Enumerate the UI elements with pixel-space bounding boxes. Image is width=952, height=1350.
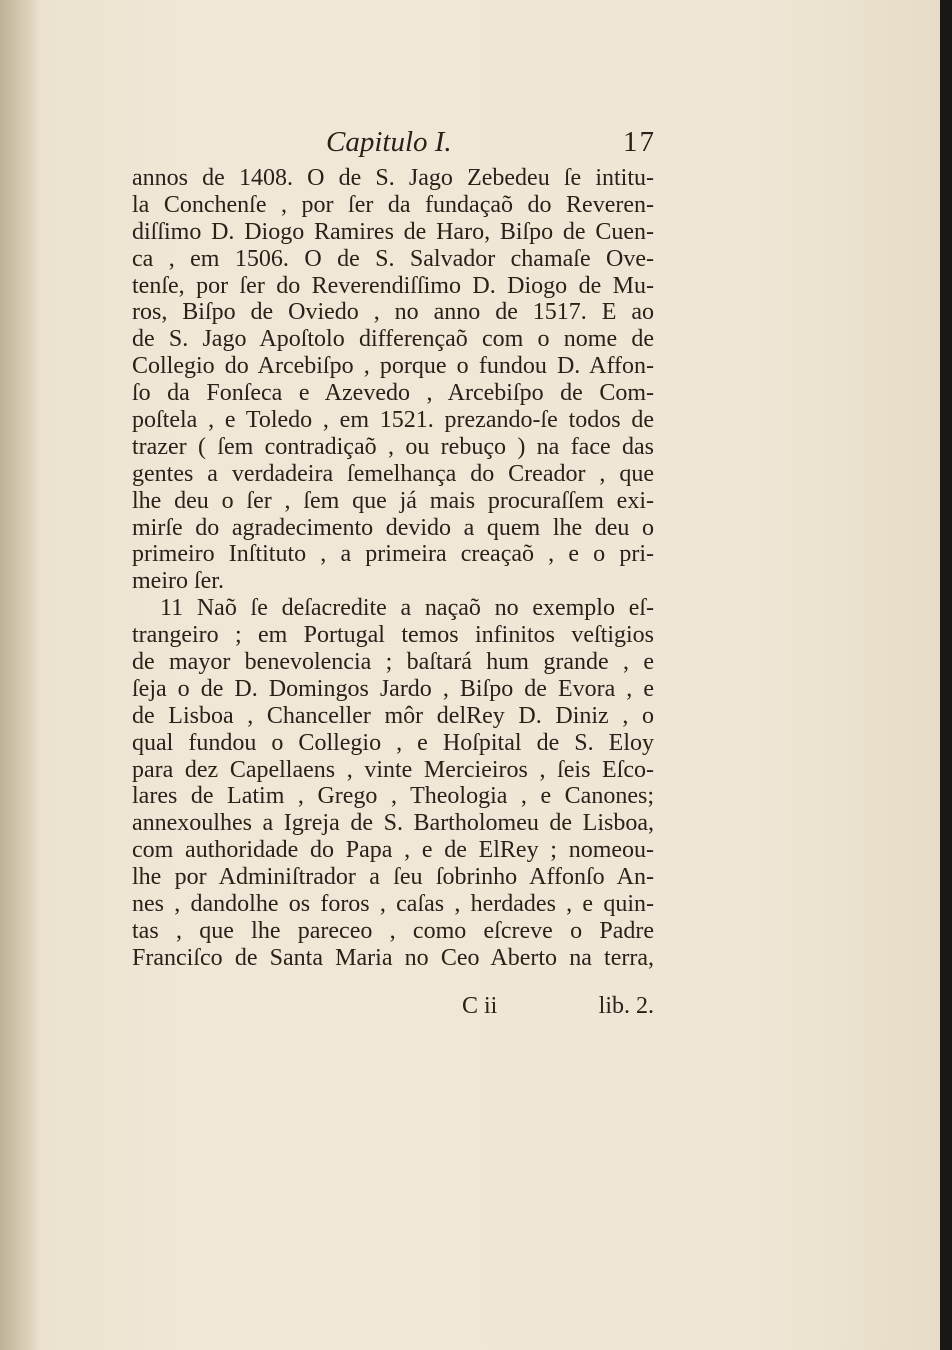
text-line: Collegio do Arcebiſpo , porque o fundou D. Affon- [132,353,654,380]
text-line: poſtela , e Toledo , em 1521. prezando-ſe todos de [132,407,654,434]
text-line: com authoridade do Papa , e de ElRey ; nomeou- [132,837,654,864]
page-footer [132,993,654,1023]
body-text [132,165,654,972]
running-header [130,126,656,166]
page-edge-background [940,0,952,1350]
text-line: trazer ( ſem contradiçaõ , ou rebuço ) na face das [132,433,654,460]
text-line: ſo da Fonſeca e Azevedo , Arcebiſpo de Com- [132,380,654,407]
text-line: la Conchenſe , por ſer da fundaçaõ do Reveren- [132,191,654,218]
text-line: annexoulhes a Igreja de S. Bartholomeu de Lisboa, [132,810,654,837]
text-line: diſſimo D. Diogo Ramires de Haro, Biſpo de Cuen- [132,218,654,245]
text-line: ca , em 1506. O de S. Salvador chamaſe Ove- [132,245,654,272]
text-line: gentes a verdadeira ſemelhança do Creador , que [132,460,654,487]
text-line: annos de 1408. O de S. Jago Zebedeu ſe intitu- [132,165,654,191]
text-line: para dez Capellaens , vinte Mercieiros , ſeis Eſco- [132,756,654,783]
text-line: Franciſco de Santa Maria no Ceo Aberto na terra, [132,944,654,971]
signature-mark: C ii [462,993,498,1019]
text-line: de mayor benevolencia ; baſtará hum grande , e [132,649,654,676]
text-line-paragraph-end: meiro ſer. [132,568,224,595]
text-line: lhe por Adminiſtrador a ſeu ſobrinho Affonſo An- [132,864,654,891]
text-line: ſeja o de D. Domingos Jardo , Biſpo de Evora , e [132,675,654,702]
page-number: 17 [623,126,656,158]
text-line: mirſe do agradecimento devido a quem lhe deu o [132,514,654,541]
text-line: de Lisboa , Chanceller môr delRey D. Diniz , o [132,702,654,729]
text-line: trangeiro ; em Portugal temos infinitos veſtigios [132,622,654,649]
text-line: qual fundou o Collegio , e Hoſpital de S. Eloy [132,729,654,756]
text-line: primeiro Inſtituto , a primeira creaçaõ , e o pri- [132,541,654,568]
text-line: lares de Latim , Grego , Theologia , e Canones; [132,783,654,810]
text-line: tas , que lhe pareceo , como eſcreve o Padre [132,917,654,944]
text-line: ros, Biſpo de Oviedo , no anno de 1517. E ao [132,299,654,326]
text-line: nes , dandolhe os foros , caſas , herdades , e quin- [132,891,654,918]
text-line: tenſe, por ſer do Reverendiſſimo D. Diogo de Mu- [132,272,654,299]
text-line: lhe deu o ſer , ſem que já mais procuraſſem exi- [132,487,654,514]
catchword: lib. 2. [598,993,654,1019]
chapter-heading: Capitulo I. [326,126,452,158]
text-line-paragraph-start: 11 Naõ ſe deſacredite a naçaõ no exemplo eſ- [160,595,654,622]
text-line: de S. Jago Apoſtolo differençaõ com o nome de [132,326,654,353]
page-gutter-shadow [0,0,40,1350]
